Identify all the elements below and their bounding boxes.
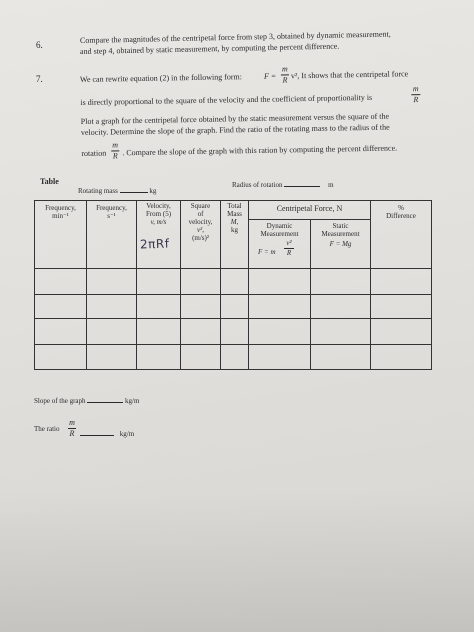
item-7-line5-b: . Compare the slope of the graph with this ration by computing the percent difference. — [122, 143, 398, 158]
item-7-line1: We can rewrite equation (2) in the following form: — [79, 72, 243, 84]
subheader-dynamic — [249, 222, 310, 238]
rotation-fraction-den: R — [112, 151, 118, 161]
item-7-eq-lhs: F = — [263, 71, 277, 81]
header-square-l3: velocity, — [188, 218, 213, 226]
item-7-line5-a: rotation — [81, 148, 107, 158]
dynamic-formula-fraction — [284, 240, 294, 257]
ratio-answer — [80, 431, 134, 438]
radius-label — [232, 182, 334, 189]
slope-blank[interactable] — [87, 402, 123, 403]
header-velocity-l2: From (5) — [145, 210, 172, 218]
radius-unit: m — [328, 181, 334, 189]
ratio-fraction-den: R — [69, 429, 75, 438]
slope-unit: kg/m — [125, 397, 140, 405]
header-square-l5: (m/s)² — [192, 234, 209, 242]
header-mass-l3: M, — [230, 218, 239, 226]
coeff-fraction — [411, 85, 420, 104]
rotation-fraction — [111, 141, 119, 160]
ratio-fraction — [68, 419, 76, 438]
header-frequency-min — [35, 204, 86, 220]
header-frequency-s-l2: s⁻¹ — [107, 212, 116, 220]
table-body[interactable] — [35, 269, 431, 369]
rotating-mass-unit: kg — [149, 187, 157, 195]
header-frequency-s-l1: Frequency, — [96, 204, 127, 212]
item-7-line4: velocity. Determine the slope of the graph. Find the ratio of the rotating mass to the radius of the — [80, 122, 390, 137]
eq-fraction-num: m — [281, 64, 288, 74]
subheader-static-l2: Measurement — [321, 230, 360, 238]
handwritten-velocity-formula: 2πRf — [139, 236, 170, 252]
item-6-number: 6. — [36, 40, 43, 50]
header-frequency-min-l1: Frequency, — [45, 204, 76, 212]
item-7-number: 7. — [36, 74, 43, 84]
header-mass-l2: Mass — [227, 210, 242, 218]
slope-label: Slope of the graph — [34, 397, 86, 405]
item-7-eq-rhs: v², It shows that the centripetal force — [290, 69, 409, 81]
radius-blank[interactable] — [284, 186, 320, 187]
dynamic-formula-num: v² — [286, 239, 292, 247]
item-6-line1: Compare the magnitudes of the centripetal force from step 3, obtained by dynamic measurement, — [79, 29, 391, 45]
data-table — [34, 200, 432, 370]
header-centripetal-force: Centripetal Force, N — [276, 204, 343, 213]
rotation-fraction-num: m — [112, 140, 119, 150]
page-shadow — [0, 492, 474, 632]
subheader-static-l1: Static — [332, 222, 349, 230]
subheader-static — [311, 222, 370, 248]
header-percent-l2: Difference — [386, 212, 416, 220]
table-title: Table — [40, 177, 59, 186]
ratio-fraction-num: m — [69, 418, 75, 427]
header-velocity-l1: Velocity, — [146, 202, 171, 210]
header-velocity — [137, 202, 180, 226]
col-line-8 — [431, 200, 432, 370]
item-7-block — [0, 0, 474, 171]
header-mass-l1: Total — [227, 202, 242, 210]
coeff-fraction-den: R — [413, 95, 419, 105]
eq-fraction-den: R — [282, 75, 288, 85]
rotating-mass-blank[interactable] — [120, 192, 148, 193]
subheader-dynamic-l1: Dynamic — [266, 222, 293, 230]
subheader-dynamic-l2: Measurement — [260, 230, 299, 238]
header-frequency-s — [87, 204, 136, 220]
table-border-top — [34, 200, 432, 201]
header-percent-l1: % — [398, 204, 404, 212]
ratio-label: The ratio — [34, 425, 60, 433]
dynamic-formula: F = m — [258, 248, 276, 256]
header-total-mass — [221, 202, 248, 234]
ratio-unit: kg/m — [119, 430, 135, 438]
radius-text: Radius of rotation — [232, 181, 283, 189]
rotating-mass-text: Rotating mass — [78, 187, 118, 195]
header-percent-difference — [371, 204, 431, 220]
header-frequency-min-l2: min⁻¹ — [52, 212, 69, 220]
item-7-line2: is directly proportional to the square of the velocity and the coefficient of proportionality is — [80, 92, 373, 107]
header-square-l1: Square — [190, 202, 211, 210]
force-subheader-line — [248, 219, 370, 220]
header-square-velocity — [181, 202, 220, 242]
item-6-line2: and step 4, obtained by static measurement, by computing the percent difference. — [79, 41, 340, 56]
dynamic-formula-den: R — [286, 249, 292, 257]
rotating-mass-label — [78, 188, 156, 195]
eq-fraction — [281, 65, 289, 84]
header-square-l2: of — [197, 210, 204, 218]
header-square-l4: v², — [197, 226, 204, 234]
header-mass-l4: kg — [231, 226, 238, 234]
header-velocity-l3: v, m/s — [150, 218, 167, 226]
item-7-line3: Plot a graph for the centripetal force obtained by the static measurement versus the square of the — [80, 111, 390, 126]
slope-answer — [34, 398, 139, 405]
ratio-blank[interactable] — [80, 435, 114, 436]
table-border-bottom — [34, 369, 432, 370]
coeff-fraction-num: m — [412, 84, 419, 94]
subheader-static-formula: F = Mg — [329, 240, 352, 248]
